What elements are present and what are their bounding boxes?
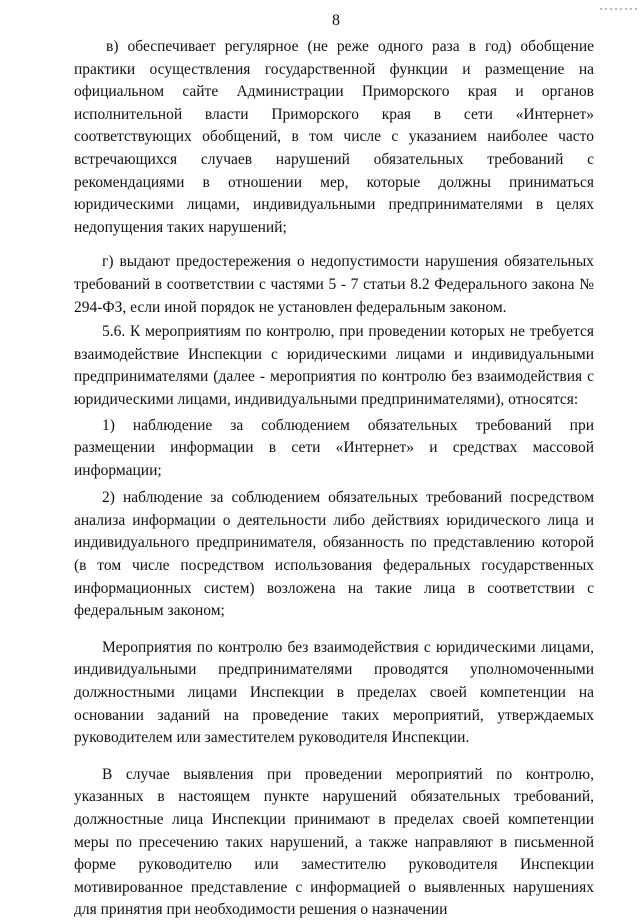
scan-artifact xyxy=(600,8,640,10)
list-item-1: 1) наблюдение за соблюдением обязательных требований при размещении информации в сети «Интернет» и средствах массовой информации; xyxy=(74,416,594,479)
paragraph-5-6: 5.6. К мероприятиям по контролю, при проведении которых не требуется взаимодействие Инспекции с юридическими лицами и индивидуальными предпринимателями (далее - мероприятия по контролю без взаимодействия с юридическими лицами, индивидуальными предпринимателями), относятся: xyxy=(74,323,594,408)
paragraph-item-v: в) обеспечивает регулярное (не реже одного раза в год) обобщение практики осуществления государственной функции и размещение на официальном сайте Администрации Приморского края и органов исполнительной власти Приморского края в сети «Интернет» соответствующих обобщений, в том числе с указанием наиболее часто встречающихся случаев нарушений обязательных требований с рекомендациями в отношении мер, которые должны приниматься юридическими лицами, индивидуальными предпринимателями в целях недопущения таких нарушений; xyxy=(74,38,594,236)
paragraph-control-events: Мероприятия по контролю без взаимодействия с юридическими лицами, индивидуальными предпринимателями проводятся уполномоченными должностными лицами Инспекции в пределах своей компетенции на основании заданий на проведение таких мероприятий, утверждаемых руководителем или заместителем руководителя Инспекции. xyxy=(74,638,594,747)
paragraph-item-g: г) выдают предостережения о недопустимости нарушения обязательных требований в соответствии с частями 5 - 7 статьи 8.2 Федерального закона № 294-ФЗ, если иной порядок не установлен федеральным законом. xyxy=(74,253,594,316)
document-body xyxy=(74,36,594,922)
page-number: 8 xyxy=(332,12,340,29)
paragraph-violations: В случае выявления при проведении мероприятий по контролю, указанных в настоящем пункте нарушений обязательных требований, должностные лица Инспекции принимают в пределах своей компетенции меры по пресечению таких нарушений, а также направляют в письменной форме руководителю или заместителю руководителя Инспекции мотивированное представление с информацией о выявленных нарушениях для принятия при необходимости решения о назначении xyxy=(74,765,594,919)
list-item-2: 2) наблюдение за соблюдением обязательных требований посредством анализа информации о деятельности либо действиях юридического лица и индивидуального предпринимателя, обязанность по представлению которой (в том числе посредством использования федеральных государственных информационных систем) возложена на такие лица в соответствии с федеральным законом; xyxy=(74,489,594,620)
